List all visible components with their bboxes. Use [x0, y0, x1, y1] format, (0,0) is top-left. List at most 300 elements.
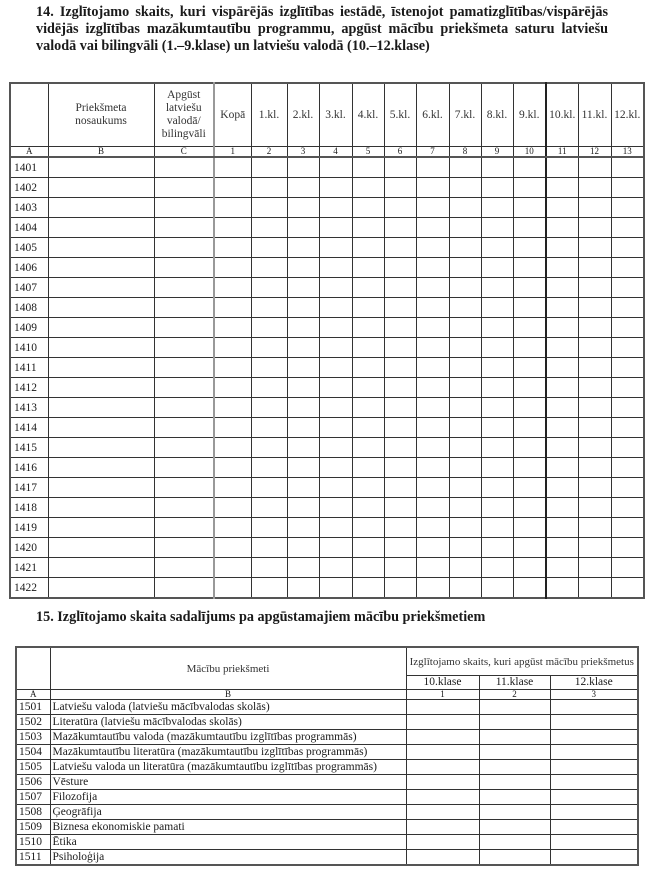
input-cell[interactable]: [611, 218, 644, 238]
input-cell[interactable]: [416, 218, 449, 238]
input-cell[interactable]: [251, 498, 287, 518]
input-cell[interactable]: [319, 398, 352, 418]
input-cell[interactable]: [384, 238, 416, 258]
input-cell[interactable]: [611, 458, 644, 478]
input-cell[interactable]: [214, 478, 251, 498]
input-cell[interactable]: [479, 715, 550, 730]
input-cell[interactable]: [384, 378, 416, 398]
input-cell[interactable]: [384, 318, 416, 338]
input-cell[interactable]: [449, 338, 481, 358]
input-cell[interactable]: [352, 157, 384, 178]
input-cell[interactable]: [406, 850, 479, 866]
input-cell[interactable]: [481, 298, 513, 318]
input-cell[interactable]: [48, 318, 154, 338]
input-cell[interactable]: [513, 157, 546, 178]
input-cell[interactable]: [352, 458, 384, 478]
input-cell[interactable]: [449, 258, 481, 278]
input-cell[interactable]: [384, 558, 416, 578]
input-cell[interactable]: [384, 458, 416, 478]
input-cell[interactable]: [384, 398, 416, 418]
input-cell[interactable]: [48, 458, 154, 478]
input-cell[interactable]: [214, 238, 251, 258]
input-cell[interactable]: [449, 398, 481, 418]
input-cell[interactable]: [546, 398, 578, 418]
input-cell[interactable]: [416, 558, 449, 578]
input-cell[interactable]: [154, 258, 214, 278]
input-cell[interactable]: [578, 578, 611, 599]
input-cell[interactable]: [384, 358, 416, 378]
input-cell[interactable]: [214, 338, 251, 358]
input-cell[interactable]: [611, 338, 644, 358]
input-cell[interactable]: [449, 518, 481, 538]
input-cell[interactable]: [481, 498, 513, 518]
input-cell[interactable]: [154, 578, 214, 599]
input-cell[interactable]: [287, 298, 319, 318]
input-cell[interactable]: [154, 558, 214, 578]
input-cell[interactable]: [287, 218, 319, 238]
input-cell[interactable]: [319, 458, 352, 478]
input-cell[interactable]: [154, 358, 214, 378]
input-cell[interactable]: [611, 238, 644, 258]
input-cell[interactable]: [352, 278, 384, 298]
input-cell[interactable]: [416, 478, 449, 498]
input-cell[interactable]: [384, 198, 416, 218]
input-cell[interactable]: [48, 398, 154, 418]
input-cell[interactable]: [550, 805, 638, 820]
input-cell[interactable]: [251, 378, 287, 398]
input-cell[interactable]: [513, 178, 546, 198]
input-cell[interactable]: [406, 760, 479, 775]
input-cell[interactable]: [48, 478, 154, 498]
input-cell[interactable]: [48, 338, 154, 358]
input-cell[interactable]: [550, 745, 638, 760]
input-cell[interactable]: [48, 498, 154, 518]
input-cell[interactable]: [578, 438, 611, 458]
input-cell[interactable]: [546, 518, 578, 538]
input-cell[interactable]: [319, 278, 352, 298]
input-cell[interactable]: [513, 518, 546, 538]
input-cell[interactable]: [578, 418, 611, 438]
input-cell[interactable]: [214, 258, 251, 278]
input-cell[interactable]: [214, 157, 251, 178]
input-cell[interactable]: [481, 238, 513, 258]
input-cell[interactable]: [578, 478, 611, 498]
input-cell[interactable]: [48, 278, 154, 298]
input-cell[interactable]: [578, 157, 611, 178]
input-cell[interactable]: [449, 157, 481, 178]
input-cell[interactable]: [578, 218, 611, 238]
input-cell[interactable]: [550, 730, 638, 745]
input-cell[interactable]: [479, 745, 550, 760]
input-cell[interactable]: [449, 418, 481, 438]
input-cell[interactable]: [611, 438, 644, 458]
input-cell[interactable]: [578, 338, 611, 358]
input-cell[interactable]: [481, 218, 513, 238]
input-cell[interactable]: [48, 358, 154, 378]
input-cell[interactable]: [578, 518, 611, 538]
input-cell[interactable]: [319, 238, 352, 258]
input-cell[interactable]: [449, 238, 481, 258]
input-cell[interactable]: [251, 157, 287, 178]
input-cell[interactable]: [546, 338, 578, 358]
input-cell[interactable]: [319, 338, 352, 358]
input-cell[interactable]: [48, 438, 154, 458]
input-cell[interactable]: [214, 198, 251, 218]
input-cell[interactable]: [287, 398, 319, 418]
input-cell[interactable]: [154, 518, 214, 538]
input-cell[interactable]: [154, 218, 214, 238]
input-cell[interactable]: [251, 338, 287, 358]
input-cell[interactable]: [546, 538, 578, 558]
input-cell[interactable]: [154, 338, 214, 358]
input-cell[interactable]: [513, 398, 546, 418]
input-cell[interactable]: [449, 318, 481, 338]
input-cell[interactable]: [611, 258, 644, 278]
input-cell[interactable]: [287, 418, 319, 438]
input-cell[interactable]: [546, 558, 578, 578]
input-cell[interactable]: [578, 318, 611, 338]
input-cell[interactable]: [578, 398, 611, 418]
input-cell[interactable]: [251, 418, 287, 438]
input-cell[interactable]: [578, 298, 611, 318]
input-cell[interactable]: [384, 438, 416, 458]
input-cell[interactable]: [611, 378, 644, 398]
input-cell[interactable]: [481, 438, 513, 458]
input-cell[interactable]: [513, 218, 546, 238]
input-cell[interactable]: [287, 358, 319, 378]
input-cell[interactable]: [546, 238, 578, 258]
input-cell[interactable]: [214, 318, 251, 338]
input-cell[interactable]: [416, 198, 449, 218]
input-cell[interactable]: [550, 775, 638, 790]
input-cell[interactable]: [48, 518, 154, 538]
input-cell[interactable]: [251, 278, 287, 298]
input-cell[interactable]: [550, 715, 638, 730]
input-cell[interactable]: [214, 278, 251, 298]
input-cell[interactable]: [546, 218, 578, 238]
input-cell[interactable]: [611, 498, 644, 518]
input-cell[interactable]: [611, 518, 644, 538]
input-cell[interactable]: [550, 790, 638, 805]
input-cell[interactable]: [384, 518, 416, 538]
input-cell[interactable]: [48, 558, 154, 578]
input-cell[interactable]: [578, 278, 611, 298]
input-cell[interactable]: [214, 298, 251, 318]
input-cell[interactable]: [416, 318, 449, 338]
input-cell[interactable]: [287, 578, 319, 599]
input-cell[interactable]: [154, 318, 214, 338]
input-cell[interactable]: [611, 298, 644, 318]
input-cell[interactable]: [546, 278, 578, 298]
input-cell[interactable]: [481, 558, 513, 578]
input-cell[interactable]: [384, 157, 416, 178]
input-cell[interactable]: [416, 258, 449, 278]
input-cell[interactable]: [154, 498, 214, 518]
input-cell[interactable]: [154, 298, 214, 318]
input-cell[interactable]: [481, 398, 513, 418]
input-cell[interactable]: [578, 178, 611, 198]
input-cell[interactable]: [416, 157, 449, 178]
input-cell[interactable]: [251, 318, 287, 338]
input-cell[interactable]: [319, 318, 352, 338]
input-cell[interactable]: [449, 358, 481, 378]
input-cell[interactable]: [214, 458, 251, 478]
input-cell[interactable]: [611, 278, 644, 298]
input-cell[interactable]: [319, 498, 352, 518]
input-cell[interactable]: [406, 700, 479, 715]
input-cell[interactable]: [406, 790, 479, 805]
input-cell[interactable]: [384, 218, 416, 238]
input-cell[interactable]: [611, 398, 644, 418]
input-cell[interactable]: [48, 218, 154, 238]
input-cell[interactable]: [578, 258, 611, 278]
input-cell[interactable]: [416, 498, 449, 518]
input-cell[interactable]: [546, 498, 578, 518]
input-cell[interactable]: [546, 478, 578, 498]
input-cell[interactable]: [154, 458, 214, 478]
input-cell[interactable]: [154, 478, 214, 498]
input-cell[interactable]: [214, 518, 251, 538]
input-cell[interactable]: [384, 578, 416, 599]
input-cell[interactable]: [287, 258, 319, 278]
input-cell[interactable]: [449, 478, 481, 498]
input-cell[interactable]: [154, 238, 214, 258]
input-cell[interactable]: [352, 518, 384, 538]
input-cell[interactable]: [214, 218, 251, 238]
input-cell[interactable]: [416, 178, 449, 198]
input-cell[interactable]: [546, 358, 578, 378]
input-cell[interactable]: [546, 578, 578, 599]
input-cell[interactable]: [406, 775, 479, 790]
input-cell[interactable]: [449, 538, 481, 558]
input-cell[interactable]: [449, 438, 481, 458]
input-cell[interactable]: [214, 578, 251, 599]
input-cell[interactable]: [611, 198, 644, 218]
input-cell[interactable]: [352, 318, 384, 338]
input-cell[interactable]: [319, 418, 352, 438]
input-cell[interactable]: [513, 578, 546, 599]
input-cell[interactable]: [319, 358, 352, 378]
input-cell[interactable]: [578, 198, 611, 218]
input-cell[interactable]: [479, 700, 550, 715]
input-cell[interactable]: [611, 178, 644, 198]
input-cell[interactable]: [352, 578, 384, 599]
input-cell[interactable]: [611, 478, 644, 498]
input-cell[interactable]: [578, 358, 611, 378]
input-cell[interactable]: [546, 438, 578, 458]
input-cell[interactable]: [352, 418, 384, 438]
input-cell[interactable]: [287, 178, 319, 198]
input-cell[interactable]: [352, 358, 384, 378]
input-cell[interactable]: [287, 157, 319, 178]
input-cell[interactable]: [481, 157, 513, 178]
input-cell[interactable]: [513, 358, 546, 378]
input-cell[interactable]: [251, 358, 287, 378]
input-cell[interactable]: [154, 198, 214, 218]
input-cell[interactable]: [479, 790, 550, 805]
input-cell[interactable]: [550, 820, 638, 835]
input-cell[interactable]: [251, 398, 287, 418]
input-cell[interactable]: [416, 298, 449, 318]
input-cell[interactable]: [48, 178, 154, 198]
input-cell[interactable]: [48, 258, 154, 278]
input-cell[interactable]: [319, 438, 352, 458]
input-cell[interactable]: [513, 438, 546, 458]
input-cell[interactable]: [416, 518, 449, 538]
input-cell[interactable]: [513, 478, 546, 498]
input-cell[interactable]: [287, 338, 319, 358]
input-cell[interactable]: [352, 498, 384, 518]
input-cell[interactable]: [287, 458, 319, 478]
input-cell[interactable]: [481, 198, 513, 218]
input-cell[interactable]: [251, 558, 287, 578]
input-cell[interactable]: [416, 378, 449, 398]
input-cell[interactable]: [319, 558, 352, 578]
input-cell[interactable]: [479, 775, 550, 790]
input-cell[interactable]: [479, 820, 550, 835]
input-cell[interactable]: [48, 238, 154, 258]
input-cell[interactable]: [214, 418, 251, 438]
input-cell[interactable]: [384, 478, 416, 498]
input-cell[interactable]: [406, 745, 479, 760]
input-cell[interactable]: [449, 198, 481, 218]
input-cell[interactable]: [287, 278, 319, 298]
input-cell[interactable]: [154, 398, 214, 418]
input-cell[interactable]: [154, 538, 214, 558]
input-cell[interactable]: [416, 238, 449, 258]
input-cell[interactable]: [416, 578, 449, 599]
input-cell[interactable]: [384, 498, 416, 518]
input-cell[interactable]: [479, 835, 550, 850]
input-cell[interactable]: [352, 478, 384, 498]
input-cell[interactable]: [481, 418, 513, 438]
input-cell[interactable]: [481, 318, 513, 338]
input-cell[interactable]: [214, 358, 251, 378]
input-cell[interactable]: [550, 835, 638, 850]
input-cell[interactable]: [481, 458, 513, 478]
input-cell[interactable]: [48, 418, 154, 438]
input-cell[interactable]: [611, 538, 644, 558]
input-cell[interactable]: [154, 178, 214, 198]
input-cell[interactable]: [546, 178, 578, 198]
input-cell[interactable]: [578, 378, 611, 398]
input-cell[interactable]: [319, 258, 352, 278]
input-cell[interactable]: [48, 298, 154, 318]
input-cell[interactable]: [479, 850, 550, 866]
input-cell[interactable]: [479, 760, 550, 775]
input-cell[interactable]: [611, 578, 644, 599]
input-cell[interactable]: [481, 518, 513, 538]
input-cell[interactable]: [546, 157, 578, 178]
input-cell[interactable]: [214, 558, 251, 578]
input-cell[interactable]: [352, 538, 384, 558]
input-cell[interactable]: [214, 438, 251, 458]
input-cell[interactable]: [319, 198, 352, 218]
input-cell[interactable]: [352, 238, 384, 258]
input-cell[interactable]: [449, 458, 481, 478]
input-cell[interactable]: [251, 238, 287, 258]
input-cell[interactable]: [251, 478, 287, 498]
input-cell[interactable]: [319, 478, 352, 498]
input-cell[interactable]: [481, 378, 513, 398]
input-cell[interactable]: [406, 820, 479, 835]
input-cell[interactable]: [214, 398, 251, 418]
input-cell[interactable]: [546, 318, 578, 338]
input-cell[interactable]: [352, 378, 384, 398]
input-cell[interactable]: [384, 538, 416, 558]
input-cell[interactable]: [287, 538, 319, 558]
input-cell[interactable]: [513, 198, 546, 218]
input-cell[interactable]: [287, 478, 319, 498]
input-cell[interactable]: [352, 558, 384, 578]
input-cell[interactable]: [384, 418, 416, 438]
input-cell[interactable]: [546, 418, 578, 438]
input-cell[interactable]: [513, 538, 546, 558]
input-cell[interactable]: [352, 338, 384, 358]
input-cell[interactable]: [611, 318, 644, 338]
input-cell[interactable]: [578, 538, 611, 558]
input-cell[interactable]: [416, 398, 449, 418]
input-cell[interactable]: [384, 278, 416, 298]
input-cell[interactable]: [319, 378, 352, 398]
input-cell[interactable]: [546, 258, 578, 278]
input-cell[interactable]: [352, 178, 384, 198]
input-cell[interactable]: [384, 298, 416, 318]
input-cell[interactable]: [546, 298, 578, 318]
input-cell[interactable]: [48, 198, 154, 218]
input-cell[interactable]: [352, 198, 384, 218]
input-cell[interactable]: [481, 478, 513, 498]
input-cell[interactable]: [481, 538, 513, 558]
input-cell[interactable]: [48, 538, 154, 558]
input-cell[interactable]: [48, 378, 154, 398]
input-cell[interactable]: [550, 850, 638, 866]
input-cell[interactable]: [319, 157, 352, 178]
input-cell[interactable]: [416, 438, 449, 458]
input-cell[interactable]: [251, 518, 287, 538]
input-cell[interactable]: [319, 178, 352, 198]
input-cell[interactable]: [546, 378, 578, 398]
input-cell[interactable]: [513, 558, 546, 578]
input-cell[interactable]: [578, 458, 611, 478]
input-cell[interactable]: [154, 418, 214, 438]
input-cell[interactable]: [319, 518, 352, 538]
input-cell[interactable]: [214, 498, 251, 518]
input-cell[interactable]: [481, 278, 513, 298]
input-cell[interactable]: [154, 378, 214, 398]
input-cell[interactable]: [406, 805, 479, 820]
input-cell[interactable]: [319, 298, 352, 318]
input-cell[interactable]: [287, 518, 319, 538]
input-cell[interactable]: [154, 157, 214, 178]
input-cell[interactable]: [578, 558, 611, 578]
input-cell[interactable]: [611, 418, 644, 438]
input-cell[interactable]: [251, 198, 287, 218]
input-cell[interactable]: [449, 558, 481, 578]
input-cell[interactable]: [416, 538, 449, 558]
input-cell[interactable]: [214, 538, 251, 558]
input-cell[interactable]: [287, 318, 319, 338]
input-cell[interactable]: [578, 498, 611, 518]
input-cell[interactable]: [513, 258, 546, 278]
input-cell[interactable]: [416, 458, 449, 478]
input-cell[interactable]: [352, 218, 384, 238]
input-cell[interactable]: [154, 438, 214, 458]
input-cell[interactable]: [513, 378, 546, 398]
input-cell[interactable]: [513, 278, 546, 298]
input-cell[interactable]: [513, 318, 546, 338]
input-cell[interactable]: [416, 358, 449, 378]
